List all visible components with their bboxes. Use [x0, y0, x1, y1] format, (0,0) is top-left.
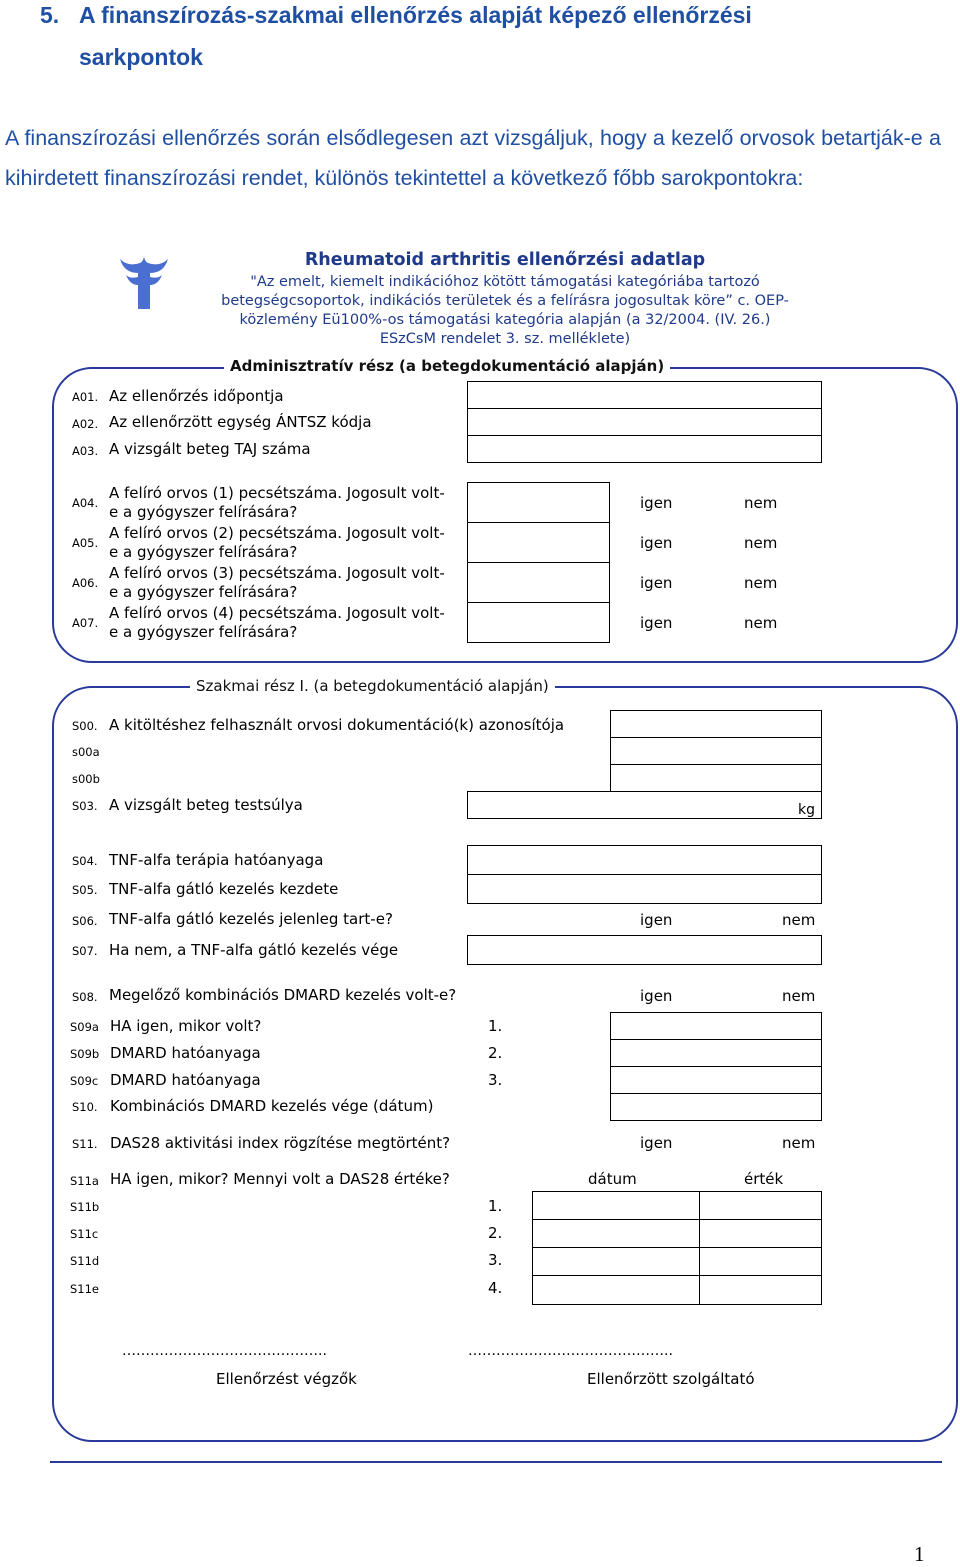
yes-option[interactable]: igen	[640, 911, 673, 929]
doctor-label	[109, 564, 445, 602]
admin-section-title: Adminisztratív rész (a betegdokumentáció alapján)	[224, 357, 670, 375]
prof-title-line	[612, 686, 830, 688]
row-code: S11a	[70, 1174, 99, 1188]
dmard-field-2[interactable]	[610, 1039, 822, 1067]
yes-option[interactable]: igen	[640, 494, 673, 512]
row-number: 3.	[488, 1251, 503, 1269]
row-label: TNF-alfa gátló kezelés kezdete	[109, 880, 339, 898]
no-option[interactable]: nem	[782, 1134, 816, 1152]
row-label: Az ellenőrzés időpontja	[109, 387, 284, 405]
row-number: 2.	[488, 1044, 503, 1062]
doctor-label-line: e a gyógyszer felírására?	[109, 583, 298, 601]
row-code: A03.	[72, 444, 99, 458]
form-title: Rheumatoid arthritis ellenőrzési adatlap	[304, 250, 706, 270]
row-code: A07.	[72, 616, 99, 630]
row-label: Az ellenőrzött egység ÁNTSZ kódja	[109, 413, 372, 431]
yes-option[interactable]: igen	[640, 614, 673, 632]
doctor-label	[109, 524, 445, 562]
das28-value-field-3[interactable]	[699, 1247, 822, 1276]
tnf-start-field[interactable]	[467, 874, 822, 904]
document-id-field-1[interactable]	[610, 710, 822, 738]
row-label: Megelőző kombinációs DMARD kezelés volt-e?	[109, 986, 457, 1004]
row-label: Ha nem, a TNF-alfa gátló kezelés vége	[109, 941, 399, 959]
doctor-label-line: e a gyógyszer felírására?	[109, 543, 298, 561]
doctor-label	[109, 484, 445, 522]
row-number: 2.	[488, 1224, 503, 1242]
heading-line1: A finanszírozás-szakmai ellenőrzés alapját képező ellenőrzési	[79, 2, 752, 28]
row-label: TNF-alfa gátló kezelés jelenleg tart-e?	[109, 910, 393, 928]
row-number: 1.	[488, 1017, 503, 1035]
doctor-label-line: A felíró orvos (1) pecsétszáma. Jogosult volt-	[109, 484, 445, 502]
row-code: S11.	[72, 1137, 98, 1151]
row-code: S09a	[70, 1020, 99, 1034]
form-subtitle-line: "Az emelt, kiemelt indikációhoz kötött támogatási kategóriába tartozó	[250, 274, 760, 290]
das28-value-field-4[interactable]	[699, 1275, 822, 1305]
yes-option[interactable]: igen	[640, 1134, 673, 1152]
weight-unit: kg	[798, 802, 815, 818]
doctor-stamp-field-2[interactable]	[467, 522, 610, 563]
row-code: S09c	[70, 1074, 99, 1088]
doctor-label	[109, 604, 445, 642]
row-code: A04.	[72, 496, 99, 510]
row-label: HA igen, mikor volt?	[110, 1017, 262, 1035]
oep-logo-icon	[118, 253, 170, 309]
row-code: S06.	[72, 914, 98, 928]
signature-line-provider: ……………………………………..	[468, 1343, 673, 1359]
row-code: S10.	[72, 1100, 98, 1114]
das28-value-field-2[interactable]	[699, 1219, 822, 1248]
inspection-date-field[interactable]	[467, 381, 822, 409]
das28-date-field-3[interactable]	[532, 1247, 700, 1276]
row-label: A kitöltéshez felhasznált orvosi dokumentáció(k) azonosítója	[109, 716, 565, 734]
value-column-header: érték	[744, 1170, 784, 1188]
row-label: DAS28 aktivitási index rögzítése megtörtént?	[110, 1134, 451, 1152]
row-label: HA igen, mikor? Mennyi volt a DAS28 értéke?	[110, 1170, 450, 1188]
doctor-stamp-field-3[interactable]	[467, 562, 610, 603]
row-code: S03.	[72, 799, 98, 813]
weight-field[interactable]	[467, 791, 822, 819]
row-code: S11b	[70, 1200, 100, 1214]
row-code: S09b	[70, 1047, 100, 1061]
dmard-field-1[interactable]	[610, 1012, 822, 1040]
row-number: 4.	[488, 1279, 503, 1297]
admin-title-line	[680, 367, 830, 369]
row-label: Kombinációs DMARD kezelés vége (dátum)	[110, 1097, 434, 1115]
signature-label-provider: Ellenőrzött szolgáltató	[587, 1370, 755, 1388]
form-subtitle-line: ESzCsM rendelet 3. sz. melléklete)	[379, 331, 631, 347]
dmard-field-3[interactable]	[610, 1066, 822, 1094]
das28-date-field-2[interactable]	[532, 1219, 700, 1248]
doctor-label-line: e a gyógyszer felírására?	[109, 623, 298, 641]
yes-option[interactable]: igen	[640, 534, 673, 552]
no-option[interactable]: nem	[744, 494, 778, 512]
row-label: DMARD hatóanyaga	[110, 1044, 261, 1062]
row-code: S07.	[72, 944, 98, 958]
row-code: A06.	[72, 576, 99, 590]
professional-section-title: Szakmai rész I. (a betegdokumentáció alapján)	[190, 677, 555, 695]
das28-date-field-1[interactable]	[532, 1191, 700, 1220]
heading-line2: sarkpontok	[79, 44, 203, 70]
no-option[interactable]: nem	[744, 614, 778, 632]
row-code: S05.	[72, 883, 98, 897]
form-subtitle	[190, 273, 820, 349]
row-code: S11d	[70, 1254, 100, 1268]
row-label: A vizsgált beteg testsúlya	[109, 796, 303, 814]
yes-option[interactable]: igen	[640, 574, 673, 592]
antsz-code-field[interactable]	[467, 408, 822, 436]
taj-number-field[interactable]	[467, 435, 822, 463]
row-code: S11c	[70, 1227, 99, 1241]
doctor-label-line: A felíró orvos (2) pecsétszáma. Jogosult volt-	[109, 524, 445, 542]
document-id-field-2[interactable]	[610, 737, 822, 765]
intro-paragraph: A finanszírozási ellenőrzés során elsődlegesen azt vizsgáljuk, hogy a kezelő orvosok betartják-e a kihirdetett finanszírozási rendet, különös tekintettel a következő főbb sarokpontokra:	[5, 126, 941, 190]
row-code: A01.	[72, 390, 99, 404]
doctor-label-line: e a gyógyszer felírására?	[109, 503, 298, 521]
no-option[interactable]: nem	[782, 987, 816, 1005]
row-label: A vizsgált beteg TAJ száma	[109, 440, 311, 458]
form-subtitle-line: közlemény Eü100%-os támogatási kategória alapján (a 32/2004. (IV. 26.)	[239, 312, 771, 328]
heading-number: 5.	[40, 2, 60, 28]
row-code: S04.	[72, 854, 98, 868]
tnf-end-field[interactable]	[467, 935, 822, 965]
dmard-end-field[interactable]	[610, 1093, 822, 1121]
footer-rule	[50, 1461, 942, 1463]
signature-line-inspectors: ……………………………………..	[122, 1343, 327, 1359]
row-code: s00a	[72, 745, 100, 759]
page-number: 1	[914, 1542, 925, 1566]
das28-date-field-4[interactable]	[532, 1275, 700, 1305]
row-label: DMARD hatóanyaga	[110, 1071, 261, 1089]
row-code: A05.	[72, 536, 99, 550]
no-option[interactable]: nem	[744, 574, 778, 592]
row-number: 1.	[488, 1197, 503, 1215]
row-code: S08.	[72, 990, 98, 1004]
doctor-stamp-field-4[interactable]	[467, 602, 610, 643]
row-number: 3.	[488, 1071, 503, 1089]
document-id-field-3[interactable]	[610, 764, 822, 792]
yes-option[interactable]: igen	[640, 987, 673, 1005]
doctor-label-line: A felíró orvos (3) pecsétszáma. Jogosult volt-	[109, 564, 445, 582]
doctor-label-line: A felíró orvos (4) pecsétszáma. Jogosult volt-	[109, 604, 445, 622]
tnf-agent-field[interactable]	[467, 845, 822, 875]
row-code: S00.	[72, 719, 98, 733]
row-code: s00b	[72, 772, 100, 786]
das28-value-field-1[interactable]	[699, 1191, 822, 1220]
date-column-header: dátum	[588, 1170, 637, 1188]
row-code: A02.	[72, 417, 99, 431]
doctor-stamp-field-1[interactable]	[467, 482, 610, 523]
no-option[interactable]: nem	[782, 911, 816, 929]
row-label: TNF-alfa terápia hatóanyaga	[109, 851, 324, 869]
row-code: S11e	[70, 1282, 100, 1296]
form-subtitle-line: betegségcsoportok, indikációs területek és a felírásra jogosultak köre” c. OEP-	[221, 293, 789, 309]
signature-label-inspectors: Ellenőrzést végzők	[216, 1370, 357, 1388]
no-option[interactable]: nem	[744, 534, 778, 552]
